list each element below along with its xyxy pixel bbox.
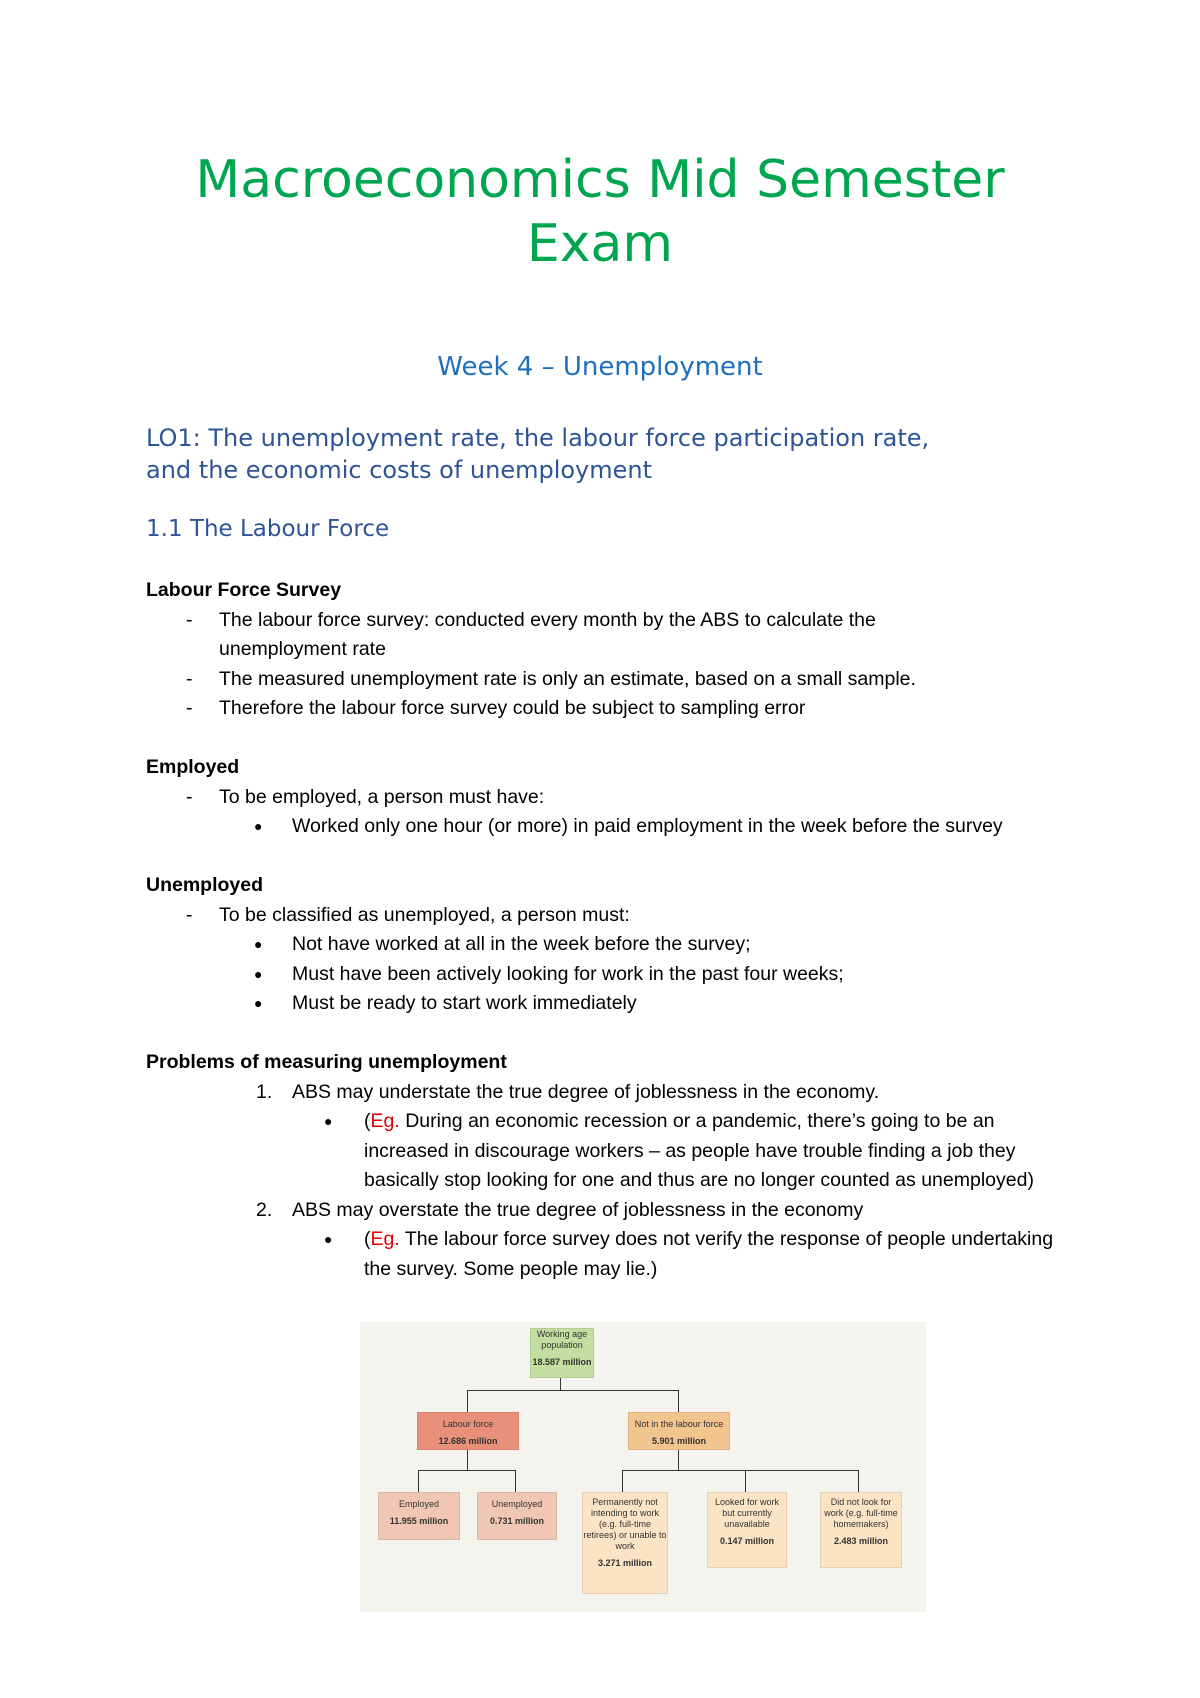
- connector: [418, 1470, 419, 1492]
- employed-box: Employed 11.955 million: [378, 1492, 460, 1540]
- section-heading: 1.1 The Labour Force: [146, 516, 390, 542]
- bullet-icon: ●: [254, 936, 263, 952]
- week-subtitle: Week 4 – Unemployment: [437, 352, 763, 382]
- connector: [622, 1470, 858, 1471]
- title-line-2: Exam: [526, 214, 674, 274]
- lo1-line-1: LO1: The unemployment rate, the labour force participation rate,: [146, 424, 930, 452]
- bullet-icon: ●: [254, 818, 263, 834]
- list-item: - The labour force survey: conducted every month by the ABS to calculate the unemployment rate: [146, 606, 1076, 665]
- lo1-line-2: and the economic costs of unemployment: [146, 456, 653, 484]
- list-item: - Therefore the labour force survey could be subject to sampling error: [146, 694, 1076, 724]
- labour-force-diagram: [360, 1322, 926, 1612]
- permanently-box: Permanently not intending to work (e.g. full-time retirees) or unable to work 3.271 million: [582, 1492, 668, 1594]
- list-item: - The measured unemployment rate is only an estimate, based on a small sample.: [146, 665, 1076, 695]
- bullet-item: ● Not have worked at all in the week before the survey;: [146, 930, 1076, 960]
- numbered-item: 2. ABS may overstate the true degree of joblessness in the economy: [256, 1198, 864, 1221]
- employed-block: [146, 753, 1076, 842]
- eg-label: Eg.: [370, 1110, 400, 1132]
- bullet-item: ● (Eg. During an economic recession or a pandemic, there’s going to be an increased in discourage workers – as people have trouble finding a job they basically stop looking for one and thus are no longer counted as unemployed): [146, 1107, 1076, 1196]
- bullet-item: ● Worked only one hour (or more) in paid employment in the week before the survey: [146, 812, 1076, 842]
- bullet-icon: ●: [254, 965, 263, 982]
- connector: [467, 1390, 468, 1412]
- problems-block: [146, 1048, 1076, 1284]
- looked-box: Looked for work but currently unavailable 0.147 million: [707, 1492, 787, 1568]
- connector: [622, 1470, 623, 1492]
- bullet-item: ● (Eg. The labour force survey does not verify the response of people undertaking the survey. Some people may lie.): [146, 1225, 1076, 1284]
- connector: [858, 1470, 859, 1492]
- not-labour-force-box: Not in the labour force 5.901 million: [628, 1412, 730, 1450]
- bullet-icon: ●: [324, 1231, 333, 1247]
- unemployed-heading: Unemployed: [146, 874, 264, 896]
- document-title: [0, 148, 1200, 276]
- dash-marker: -: [186, 697, 193, 719]
- list-item: - To be classified as unemployed, a person must:: [146, 901, 1076, 931]
- dash-marker: -: [186, 667, 193, 690]
- survey-block: [146, 576, 1076, 724]
- dash-marker: -: [186, 608, 193, 631]
- connector: [467, 1390, 678, 1391]
- bullet-item: ● Must be ready to start work immediately: [146, 989, 1076, 1019]
- connector: [678, 1390, 679, 1412]
- eg-label: Eg.: [370, 1228, 400, 1250]
- connector: [418, 1470, 515, 1471]
- unemployed-box: Unemployed 0.731 million: [477, 1492, 557, 1540]
- connector: [467, 1448, 468, 1470]
- connector: [678, 1448, 679, 1470]
- unemployed-block: [146, 871, 1076, 1019]
- did-not-look-box: Did not look for work (e.g. full-time homemakers) 2.483 million: [820, 1492, 902, 1568]
- list-item: - To be employed, a person must have:: [146, 783, 1076, 813]
- connector: [745, 1470, 746, 1492]
- survey-heading: Labour Force Survey: [146, 579, 342, 601]
- problems-heading: Problems of measuring unemployment: [146, 1051, 507, 1073]
- numbered-item: 1. ABS may understate the true degree of joblessness in the economy.: [256, 1080, 880, 1103]
- bullet-item: ● Must have been actively looking for work in the past four weeks;: [146, 960, 1076, 990]
- labour-force-box: Labour force 12.686 million: [417, 1412, 519, 1450]
- connector: [515, 1470, 516, 1492]
- dash-marker: -: [186, 785, 193, 808]
- working-age-box: Working age population 18.587 million: [530, 1328, 594, 1378]
- bullet-icon: ●: [254, 995, 263, 1011]
- bullet-icon: ●: [324, 1113, 333, 1129]
- lo1-heading: [146, 422, 1046, 486]
- dash-marker: -: [186, 903, 193, 926]
- title-line-1: Macroeconomics Mid Semester: [195, 150, 1005, 210]
- employed-heading: Employed: [146, 756, 240, 778]
